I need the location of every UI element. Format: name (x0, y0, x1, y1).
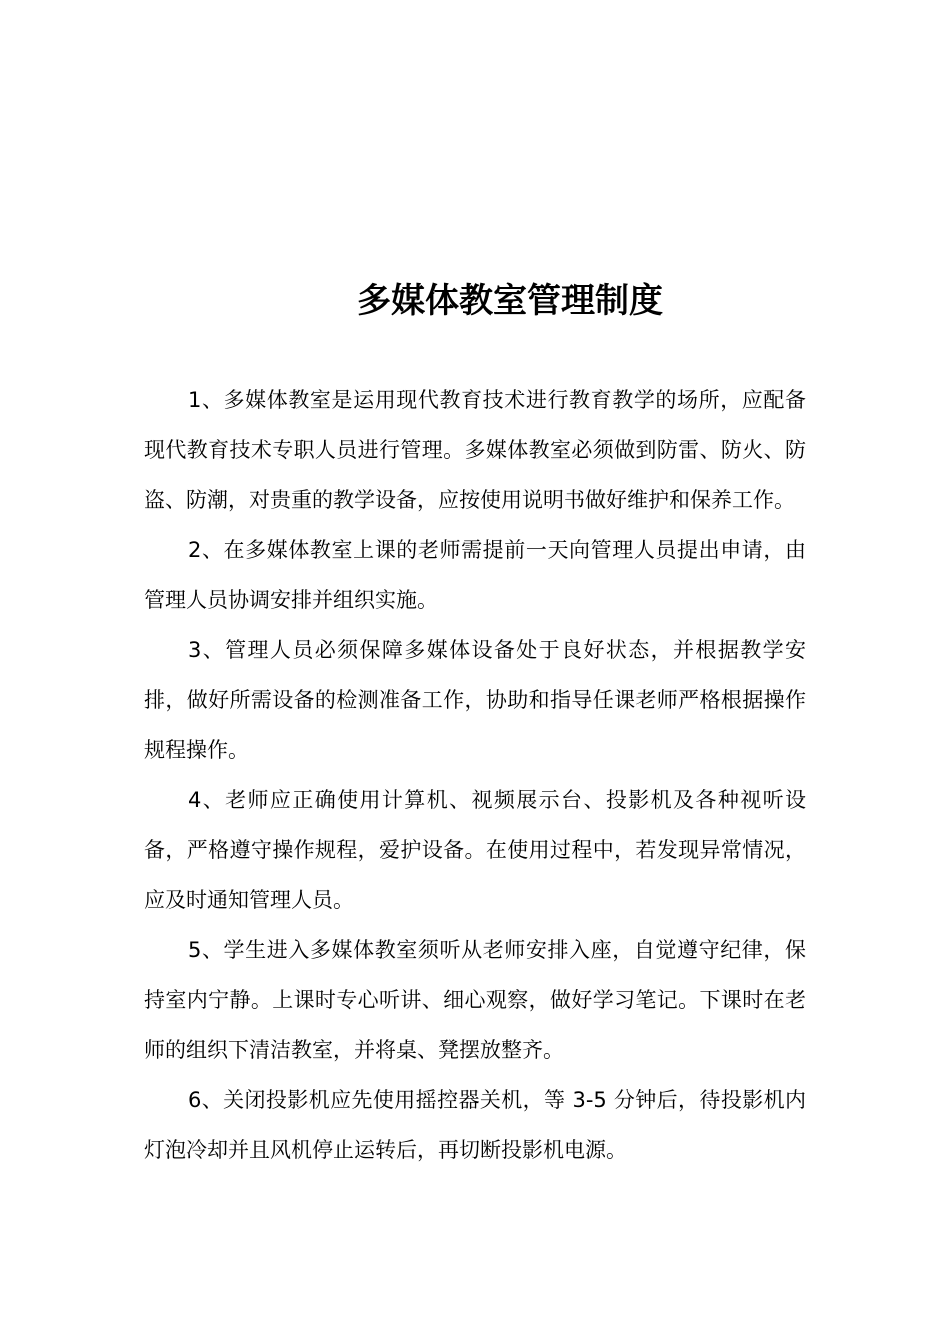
paragraph-4: 4、老师应正确使用计算机、视频展示台、投影机及各种视听设备，严格遵守操作规程，爱护设备。在使用过程中，若发现异常情况，应及时通知管理人员。 (144, 788, 806, 912)
paragraph-2: 2、在多媒体教室上课的老师需提前一天向管理人员提出申请，由管理人员协调安排并组织实施。 (144, 538, 806, 612)
paragraph-1: 1、多媒体教室是运用现代教育技术进行教育教学的场所，应配备现代教育技术专职人员进行管理。多媒体教室必须做到防雷、防火、防盗、防潮，对贵重的教学设备，应按使用说明书做好维护和保养工作。 (144, 388, 806, 512)
paragraph-3: 3、管理人员必须保障多媒体设备处于良好状态，并根据教学安排，做好所需设备的检测准备工作，协助和指导任课老师严格根据操作规程操作。 (144, 638, 806, 762)
document-title: 多媒体教室管理制度 (357, 281, 663, 321)
document-body (144, 375, 806, 1175)
paragraph-5: 5、学生进入多媒体教室须听从老师安排入座，自觉遵守纪律，保持室内宁静。上课时专心听讲、细心观察，做好学习笔记。下课时在老师的组织下清洁教室，并将桌、凳摆放整齐。 (144, 938, 806, 1062)
paragraph-6: 6、关闭投影机应先使用摇控器关机，等 3-5 分钟后，待投影机内灯泡冷却并且风机停止运转后，再切断投影机电源。 (144, 1088, 806, 1162)
